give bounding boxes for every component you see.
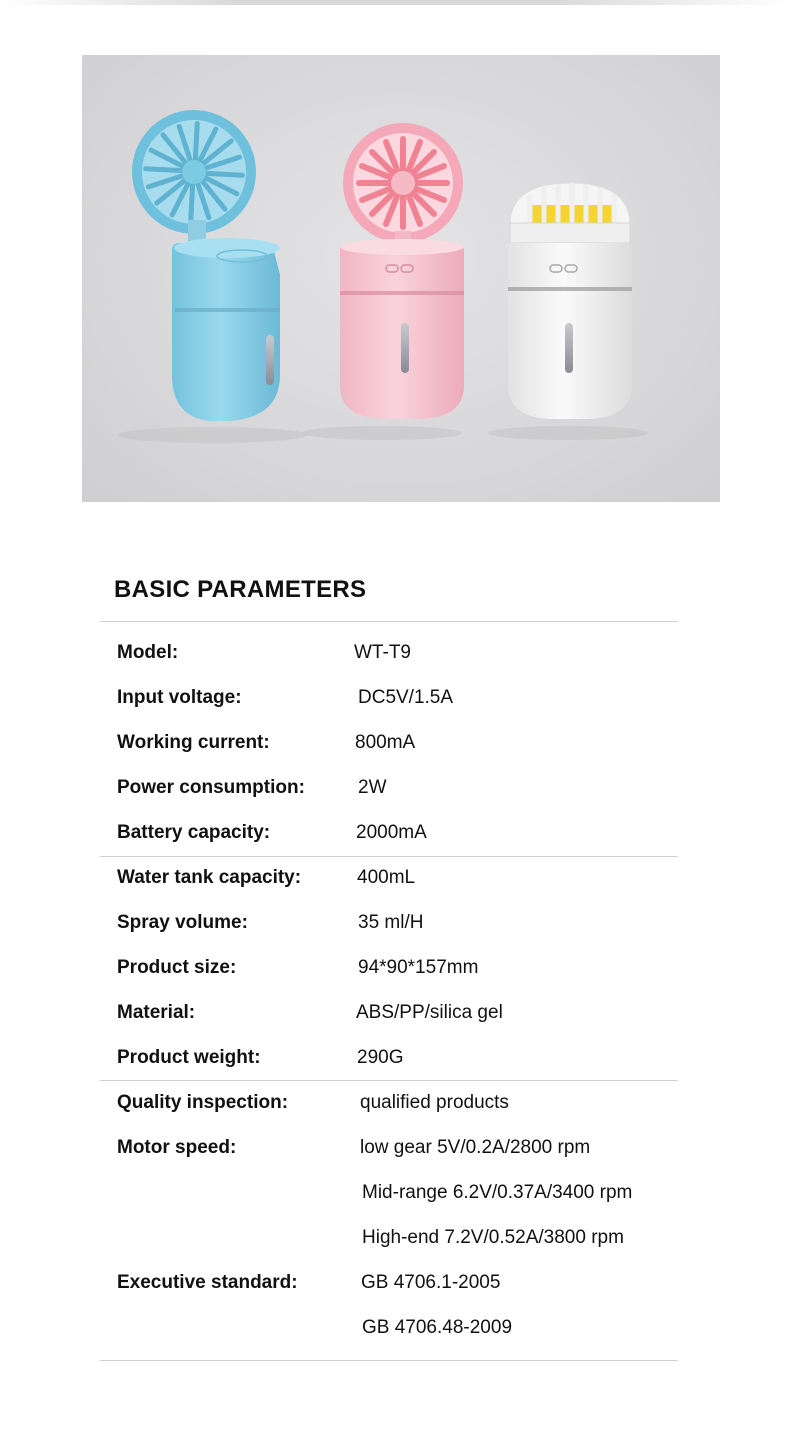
parameter-value: 800mA <box>355 732 416 753</box>
parameter-label: Product weight: <box>117 1047 261 1068</box>
parameter-value: WT-T9 <box>354 642 411 663</box>
parameter-row <box>0 731 790 755</box>
product-illustration <box>82 55 720 502</box>
parameter-value: 2W <box>358 777 387 798</box>
parameter-value: DC5V/1.5A <box>358 687 454 708</box>
white-humidifier-body <box>508 243 632 419</box>
parameter-value: 94*90*157mm <box>358 957 479 978</box>
parameter-value: qualified products <box>360 1092 509 1113</box>
parameter-value: High-end 7.2V/0.52A/3800 rpm <box>362 1227 624 1248</box>
pink-humidifier-body <box>340 239 464 419</box>
parameter-row <box>0 1136 790 1160</box>
parameter-label: Input voltage: <box>117 687 242 708</box>
parameter-label: Motor speed: <box>117 1137 237 1158</box>
top-divider-strip <box>0 0 790 5</box>
pink-fan-head <box>343 123 463 243</box>
parameter-value: GB 4706.48-2009 <box>362 1317 513 1338</box>
parameter-value: 290G <box>357 1047 404 1068</box>
parameter-value: 35 ml/H <box>358 912 424 933</box>
parameter-row <box>0 1226 790 1250</box>
parameter-label: Model: <box>117 642 179 663</box>
parameter-row <box>0 1001 790 1025</box>
parameter-value: Mid-range 6.2V/0.37A/3400 rpm <box>362 1182 633 1203</box>
parameter-row <box>0 1091 790 1115</box>
parameter-row <box>0 956 790 980</box>
section-heading: BASIC PARAMETERS <box>114 576 367 603</box>
divider-group-1 <box>100 856 678 857</box>
parameter-value: 2000mA <box>356 822 427 843</box>
blue-humidifier-body <box>172 238 280 421</box>
parameter-row <box>0 1316 790 1340</box>
parameter-label: Water tank capacity: <box>117 867 302 888</box>
product-photo <box>82 55 720 502</box>
parameter-row <box>0 1271 790 1295</box>
parameter-label: Quality inspection: <box>117 1092 289 1113</box>
parameter-row <box>0 821 790 845</box>
parameter-row <box>0 1181 790 1205</box>
parameter-row <box>0 776 790 800</box>
parameter-row <box>0 866 790 890</box>
parameter-value: 400mL <box>357 867 416 888</box>
parameter-value: GB 4706.1-2005 <box>361 1272 501 1293</box>
parameter-label: Power consumption: <box>117 777 305 798</box>
parameter-row <box>0 686 790 710</box>
parameter-value: ABS/PP/silica gel <box>356 1002 503 1023</box>
parameter-label: Battery capacity: <box>117 822 271 843</box>
parameter-label: Material: <box>117 1002 196 1023</box>
divider-bottom <box>100 1360 678 1361</box>
parameter-label: Spray volume: <box>117 912 248 933</box>
parameter-value: low gear 5V/0.2A/2800 rpm <box>360 1137 591 1158</box>
divider-group-2 <box>100 1080 678 1081</box>
parameter-label: Working current: <box>117 732 270 753</box>
parameter-label: Product size: <box>117 957 237 978</box>
parameter-row <box>0 911 790 935</box>
parameter-row <box>0 641 790 665</box>
parameter-label: Executive standard: <box>117 1272 298 1293</box>
divider-top <box>100 621 678 622</box>
parameter-row <box>0 1046 790 1070</box>
white-fan-cage <box>510 183 630 243</box>
